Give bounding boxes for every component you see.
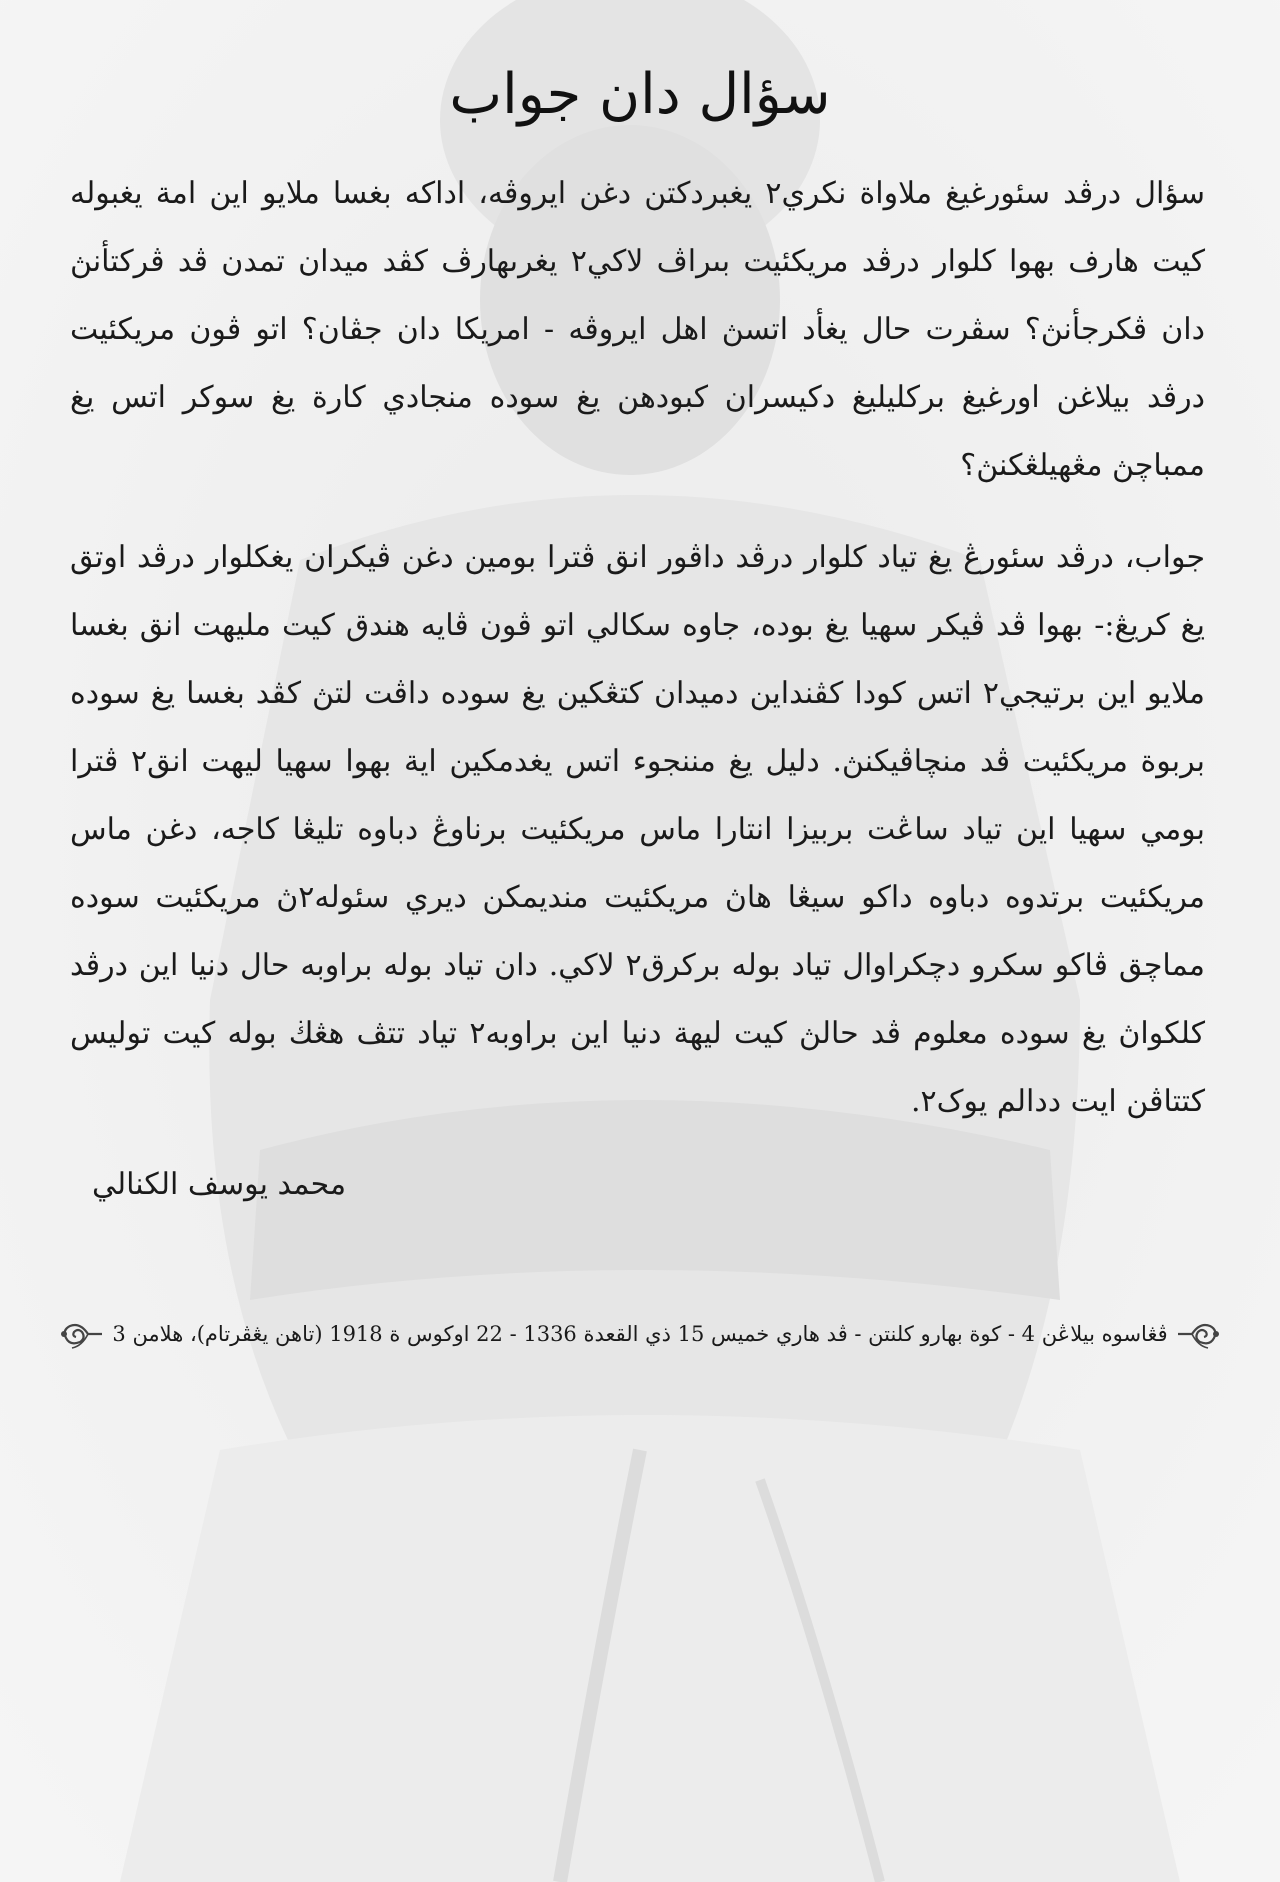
footer-citation: ڤڠاسوه بيلاڠن 4 - كوة بهارو كلنتن - ڤد هاري خميس 15 ذي القعدة 1336 - 22 اوكوس ة 1918 (تاهن يڠڤرتام)، هلامن 3 bbox=[112, 1322, 1168, 1346]
document-title: سؤال دان جواب bbox=[449, 62, 831, 127]
paragraph-answer: جواب، درڤد سئورڠ يغ تياد كلوار درڤد داڤور انق ڤترا بومين دغن ڤيكران يغكلوار درڤد اوتق يغ كريڠ:- بهوا ڤد ڤيكر سهيا يغ بوده، جاوه سكالي اتو ڤون ڤايه هندق كيت مليهت انق بغسا ملايو اين برتيجي٢ اتس كودا كڤنداين دميدان كتڠكين يغ سوده داڤت لتڽ كڤد بغسا يغ سوده بربوة مريكئيت ڤد منچاڤيكنڽ. دليل يغ مننجوء اتس يغدمكين اية بهوا سهيا ليهت انق٢ ڤترا بومي سهيا اين تياد ساڠت بربيزا انتارا ماس مريكئيت برناوڠ دباوه تليڠا كاجه، دغن ماس مريكئيت برتدوه دباوه داكو سيڠا هاڽ مريكئيت منديمكن ديري سئوله٢ڽ مريكئيت سوده مماچق ڤاكو سكرو دچكراوال تياد بوله بركرق٢ لاكي. دان تياد بوله براوبه حال دنيا اين درڤد كلكواڽ يغ سوده معلوم ڤد حالڽ كيت ليهة دنيا اين براوبه٢ تياد تتڤ هڠڬ بوله كيت توليس كتتاڤن ايت ددالم يوک٢. bbox=[70, 540, 1206, 1119]
source-footer bbox=[90, 1310, 1190, 1358]
author-signature: محمد يوسف الكنالي bbox=[92, 1167, 347, 1202]
paragraph-question: سؤال درڤد سئورغيغ ملاواة نكري٢ يغبردكتن دغن ايروڤه، اداكه بغسا ملايو اين امة يغبوله كيت هارف بهوا كلوار درڤد مريكئيت بىراڤ لاكي٢ يغرىهارڤ كڤد ميدان تمدن ڤد ڤركتأنڽ دان ڤكرجأنڽ؟ سڤرت حال يغأد اتسڽ اهل ايروڤه - امريكا دان جڤان؟ اتو ڤون مريكئيت درڤد بيلاغن اورغيغ بركليليغ دكيسران كبودهن يغ سوده منجادي كارة يغ سوكر اتس يغ ممباچڽ مڠهيلڠكنڽ؟ bbox=[70, 176, 1205, 483]
right-ornament-icon bbox=[1176, 1314, 1222, 1354]
left-ornament-icon bbox=[58, 1314, 104, 1354]
